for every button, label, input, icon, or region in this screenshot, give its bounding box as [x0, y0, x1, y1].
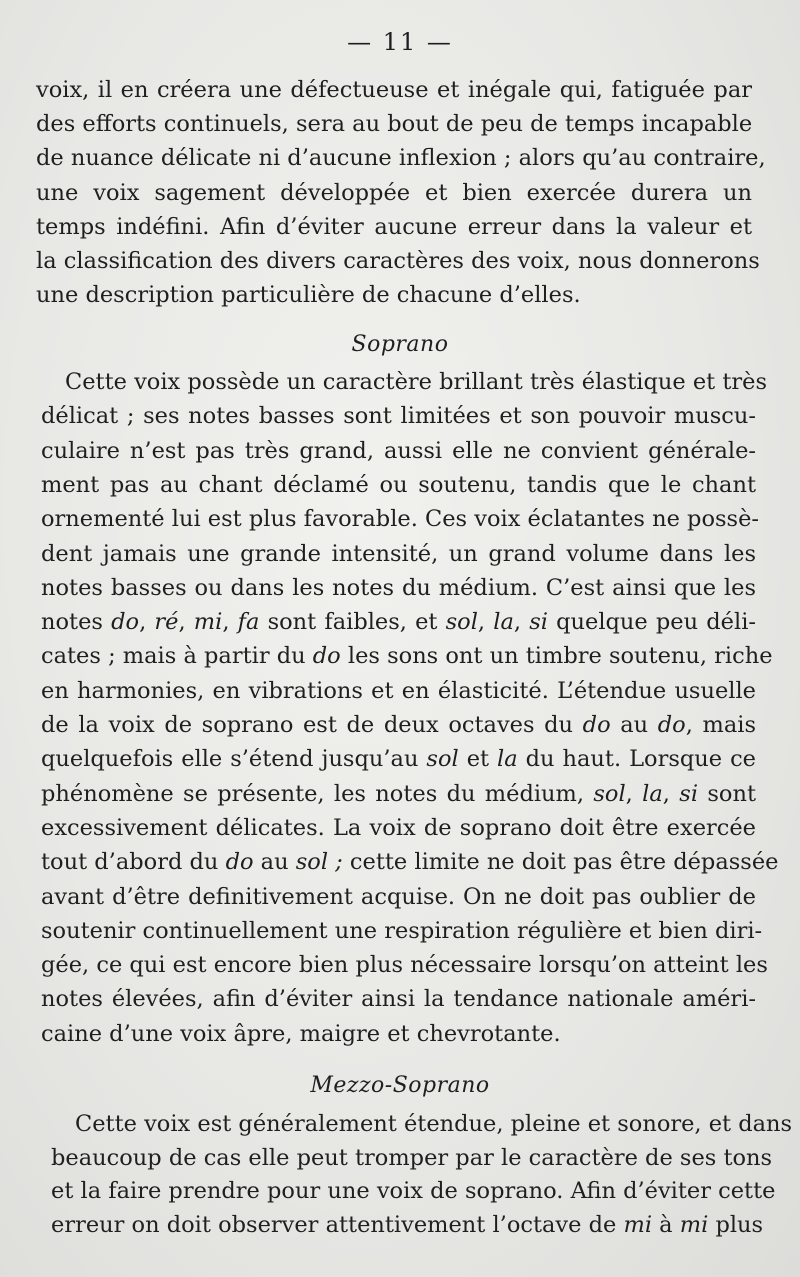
italic-note-name: la: [497, 746, 518, 773]
text-line: de la voix de soprano est de deux octaves du do au do, mais: [41, 712, 756, 738]
text-line: culaire n’est pas très grand, aussi elle ne convient générale-: [41, 437, 756, 464]
text-line: tout d’abord du do au sol ; cette limite ne doit pas être dépassée: [41, 849, 779, 876]
text-line: Cette voix est généralement étendue, pleine et sonore, et dans: [75, 1111, 793, 1137]
text-line: erreur on doit observer attentivement l’octave de mi à mi plus: [51, 1211, 764, 1238]
italic-note-name: mi: [623, 1211, 653, 1238]
italic-note-name: sol: [426, 746, 459, 773]
text-line: ornementé lui est plus favorable. Ces voix éclatantes ne possè-: [41, 506, 760, 533]
text-line: notes do, ré, mi, fa sont faibles, et sol, la, si quelque peu déli-: [41, 609, 756, 636]
italic-note-name: la: [493, 609, 514, 636]
text-line: ment pas au chant déclamé ou soutenu, tandis que le chant: [41, 471, 756, 498]
text-line: des efforts continuels, sera au bout de peu de temps incapable: [36, 111, 753, 138]
text-line: voix, il en créera une défectueuse et inégale qui, fatiguée par: [36, 77, 752, 103]
text-line: temps indéfini. Afin d’éviter aucune erreur dans la valeur et: [36, 213, 752, 240]
text-line: caine d’une voix âpre, maigre et chevrotante.: [41, 1020, 561, 1047]
text-line: notes élevées, afin d’éviter ainsi la tendance nationale améri-: [41, 986, 756, 1013]
text-line: quelquefois elle s’étend jusqu’au sol et la du haut. Lorsque ce: [41, 746, 756, 773]
italic-note-name: ré: [154, 609, 179, 636]
italic-note-name: do: [657, 712, 686, 738]
text-line: en harmonies, en vibrations et en élasticité. L’étendue usuelle: [41, 677, 756, 704]
text-line: notes basses ou dans les notes du médium. C’est ainsi que les: [41, 574, 756, 601]
text-line: cates ; mais à partir du do les sons ont un timbre soutenu, riche: [41, 643, 773, 670]
section-heading-mezzo-soprano: Mezzo-Soprano: [310, 1073, 490, 1098]
italic-note-name: sol: [593, 780, 626, 807]
text-line: dent jamais une grande intensité, un grand volume dans les: [41, 540, 756, 567]
text-line: excessivement délicates. La voix de soprano doit être exercée: [41, 814, 756, 841]
text-line: gée, ce qui est encore bien plus nécessaire lorsqu’on atteint les: [41, 952, 768, 979]
text-line: de nuance délicate ni d’aucune inflexion ; alors qu’au contraire,: [36, 145, 766, 172]
italic-note-name: do: [582, 712, 611, 738]
italic-note-name: do: [225, 849, 254, 876]
italic-note-name: sol ;: [295, 849, 343, 876]
text-line: une description particulière de chacune d’elles.: [36, 282, 581, 309]
italic-note-name: si: [529, 609, 548, 636]
italic-note-name: fa: [237, 609, 260, 636]
text-line: une voix sagement développée et bien exercée durera un: [36, 179, 752, 206]
text-line: phénomène se présente, les notes du médium, sol, la, si sont: [41, 780, 757, 807]
italic-note-name: sol: [445, 609, 478, 636]
italic-note-name: mi: [679, 1211, 709, 1238]
italic-note-name: do: [111, 609, 140, 636]
text-line: beaucoup de cas elle peut tromper par le caractère de ses tons: [51, 1144, 773, 1171]
italic-note-name: si: [679, 780, 699, 807]
page-number: — 11 —: [347, 28, 453, 56]
section-heading-soprano: Soprano: [351, 332, 449, 357]
text-line: délicat ; ses notes basses sont limitées et son pouvoir muscu-: [41, 403, 756, 430]
text-line: et la faire prendre pour une voix de soprano. Afin d’éviter cette: [51, 1178, 776, 1205]
italic-note-name: do: [312, 643, 341, 670]
text-line: avant d’être definitivement acquise. On ne doit pas oublier de: [41, 883, 756, 910]
italic-note-name: la: [642, 780, 663, 807]
text-line: la classification des divers caractères des voix, nous donnerons: [36, 248, 760, 274]
text-line: Cette voix possède un caractère brillant très élastique et très: [65, 369, 768, 395]
italic-note-name: mi: [193, 609, 223, 636]
text-line: soutenir continuellement une respiration régulière et bien diri-: [41, 917, 763, 944]
